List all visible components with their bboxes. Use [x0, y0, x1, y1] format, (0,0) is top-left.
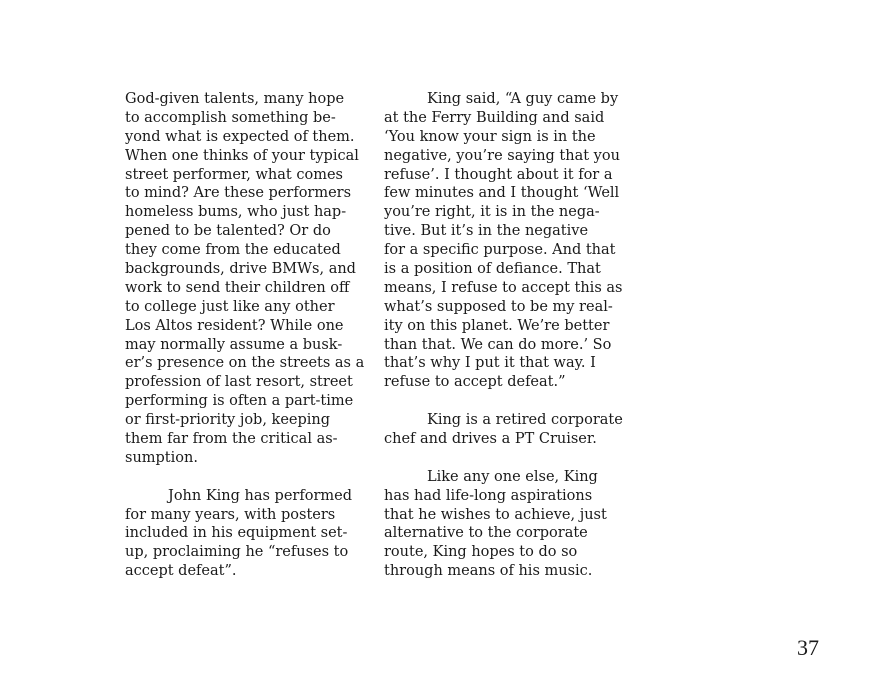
text-line: street performer, what comes: [125, 166, 343, 183]
text-line: for many years, with posters: [125, 506, 336, 523]
text-line: to college just like any other: [125, 298, 335, 315]
text-line: that’s why I put it that way. I: [384, 355, 596, 372]
paragraph: [384, 90, 634, 392]
text-line: ‘You know your sign is in the: [384, 128, 596, 145]
text-line: profession of last resort, street: [125, 374, 353, 391]
text-line: is a position of defiance. That: [384, 261, 601, 278]
text-line: backgrounds, drive BMWs, and: [125, 261, 356, 278]
paragraph: [125, 487, 375, 581]
text-line: Like any one else, King: [427, 468, 598, 485]
text-line: sumption.: [125, 449, 198, 466]
text-line: tive. But it’s in the negative: [384, 223, 589, 240]
paragraph: [384, 468, 634, 581]
text-line: for a specific purpose. And that: [384, 242, 616, 259]
text-line: to mind? Are these performers: [125, 185, 352, 202]
paragraph-spacer: [384, 449, 634, 468]
text-line: accept defeat”.: [125, 563, 237, 580]
text-line: pened to be talented? Or do: [125, 223, 331, 240]
text-line: route, King hopes to do so: [384, 544, 578, 561]
text-line: King said, “A guy came by: [427, 91, 619, 107]
text-line: Los Altos resident? While one: [125, 317, 344, 334]
text-line: to accomplish something be-: [125, 109, 336, 126]
text-line: included in his equipment set-: [125, 525, 348, 542]
text-line: what’s supposed to be my real-: [384, 298, 613, 315]
text-line: performing is often a part-time: [125, 393, 354, 410]
text-line: negative, you’re saying that you: [384, 147, 620, 164]
text-line: you’re right, it is in the nega-: [384, 204, 600, 221]
text-line: refuse to accept defeat.”: [384, 374, 566, 391]
paragraph: [125, 90, 375, 468]
text-line: God-given talents, many hope: [125, 91, 345, 107]
text-line: work to send their children off: [125, 279, 350, 296]
text-line: John King has performed: [168, 487, 352, 504]
text-line: means, I refuse to accept this as: [384, 279, 623, 296]
paragraph-spacer: [125, 468, 375, 487]
text-line: homeless bums, who just hap-: [125, 204, 347, 221]
text-line: they come from the educated: [125, 242, 341, 259]
text-line: chef and drives a PT Cruiser.: [384, 431, 597, 448]
text-line: alternative to the corporate: [384, 525, 588, 542]
text-line: than that. We can do more.’ So: [384, 336, 612, 353]
text-line: at the Ferry Building and said: [384, 109, 605, 126]
text-line: may normally assume a busk-: [125, 336, 343, 353]
article-column-left: [125, 90, 375, 581]
page-number: 37: [797, 635, 819, 660]
text-line: that he wishes to achieve, just: [384, 506, 607, 523]
text-line: When one thinks of your typical: [125, 147, 359, 164]
text-line: through means of his music.: [384, 563, 593, 580]
paragraph-spacer: [384, 392, 634, 411]
text-line: has had life-long aspirations: [384, 487, 593, 504]
text-line: or first-priority job, keeping: [125, 412, 331, 429]
text-line: ity on this planet. We’re better: [384, 317, 610, 334]
text-line: er’s presence on the streets as a: [125, 355, 365, 372]
text-line: refuse’. I thought about it for a: [384, 166, 613, 183]
text-line: them far from the critical as-: [125, 431, 338, 448]
text-line: few minutes and I thought ‘Well: [384, 185, 620, 202]
paragraph: [384, 411, 634, 449]
article-column-right: [384, 90, 634, 581]
text-line: up, proclaiming he “refuses to: [125, 544, 349, 561]
text-line: yond what is expected of them.: [125, 128, 355, 145]
text-line: King is a retired corporate: [427, 412, 623, 429]
